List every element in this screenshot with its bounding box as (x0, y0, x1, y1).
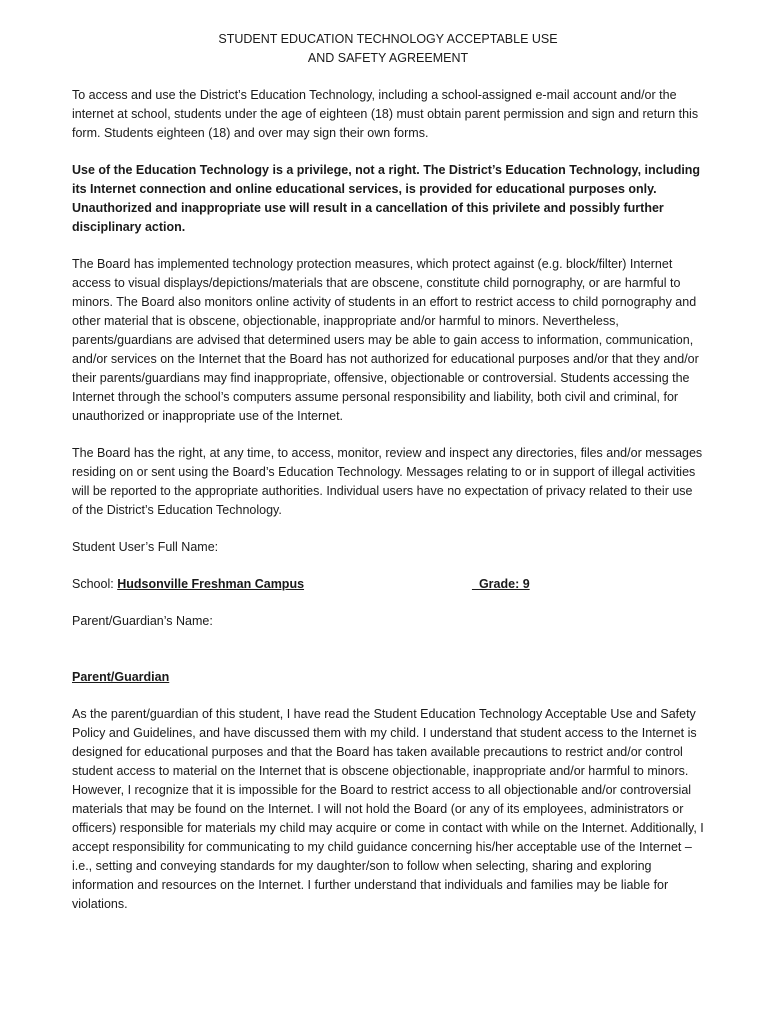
parent-guardian-heading: Parent/Guardian (72, 670, 170, 684)
student-name-field (72, 538, 704, 557)
parent-guardian-paragraph: As the parent/guardian of this student, I have read the Student Education Technology Acceptable Use and Safety Policy and Guidelines, and have discussed them with my child. I understand that student access to the Internet is designed for educational purposes and that the Board has taken available precautions to restrict and/or control student access to material on the Internet that is obscene objectionable, inappropriate and/or harmful to minors. However, I recognize that it is impossible for the Board to restrict access to all objectionable and/or controversial materials that may be found on the Internet. I will not hold the Board (or any of its employees, administrators or officers) responsible for materials my child may acquire or come in contact with while on the Internet. Additionally, I accept responsibility for communicating to my child guidance concerning his/her acceptable use of the Internet – i.e., setting and conveying standards for my daughter/son to follow when selecting, sharing and exploring information and resources on the Internet. I further understand that individuals and families may be liable for violations. (72, 707, 704, 911)
board-measures-paragraph: The Board has implemented technology protection measures, which protect against (e.g. block/filter) Internet access to visual displays/depictions/materials that are obscene, constitute child pornography, or are harmful to minors. The Board also monitors online activity of students in an effort to restrict access to child pornography and other material that is obscene, objectionable, inappropriate and/or harmful to minors. Nevertheless, parents/guardians are advised that determined users may be able to gain access to information, communication, and/or services on the Internet that the Board has not authorized for educational purposes and/or that they and/or their parents/guardians may find inappropriate, offensive, objectionable or controversial. Students accessing the Internet through the school’s computers assume personal responsibility and liability, both civil and criminal, for unauthorized or inappropriate use of the Internet. (72, 257, 699, 423)
student-name-label: Student User’s Full Name: (72, 540, 219, 554)
privilege-paragraph: Use of the Education Technology is a privilege, not a right. The District’s Education Technology, including its Internet connection and online educational services, is provided for educational purposes only. Unauthorized and inappropriate use will result in a cancellation of this privilete and possibly further disciplinary action. (72, 163, 701, 234)
document-title-line-2: AND SAFETY AGREEMENT (307, 51, 469, 65)
school-value: Hudsonville Freshman Campus (117, 577, 305, 591)
school-grade-row (72, 575, 704, 594)
parent-name-field (72, 612, 704, 631)
intro-paragraph: To access and use the District’s Education Technology, including a school-assigned e-mail account and/or the internet at school, students under the age of eighteen (18) must obtain parent permission and sign and return this form. Students eighteen (18) and over may sign their own forms. (72, 88, 699, 140)
board-rights-paragraph: The Board has the right, at any time, to access, monitor, review and inspect any directories, files and/or messages residing on or sent using the Board’s Education Technology. Messages relating to or in support of illegal activities will be reported to the appropriate authorities. Individual users have no expectation of privacy related to their use of the District’s Education Technology. (72, 446, 703, 517)
grade-field (472, 575, 530, 594)
parent-name-label: Parent/Guardian’s Name: (72, 614, 213, 628)
grade-value: _Grade: 9 (472, 577, 530, 591)
school-label: School: (72, 577, 114, 591)
school-field (72, 575, 472, 594)
document-page (72, 30, 704, 914)
document-title-line-1: STUDENT EDUCATION TECHNOLOGY ACCEPTABLE USE (218, 32, 558, 46)
